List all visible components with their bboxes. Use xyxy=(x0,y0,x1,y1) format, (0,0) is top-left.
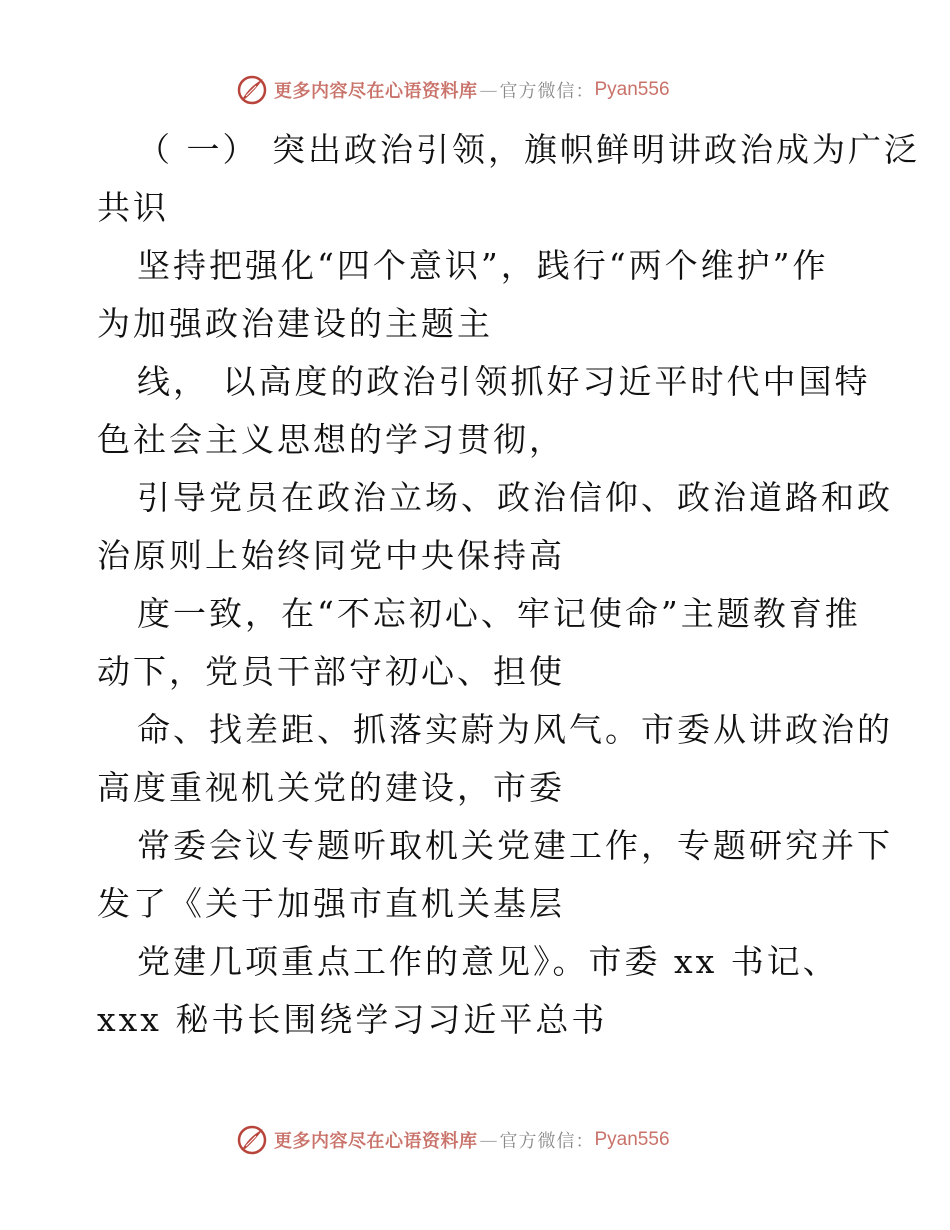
watermark-wechat-id: Pyan556 xyxy=(594,1129,670,1150)
body-line-10: 动下，党员干部守初心、担使 xyxy=(97,652,565,691)
body-line-8: 治原则上始终同党中央保持高 xyxy=(97,536,565,575)
body-line-15: 党建几项重点工作的意见》。市委 xx 书记、 xyxy=(137,942,839,981)
watermark-wechat-label: 官方微信： xyxy=(499,81,595,102)
body-line-12: 高度重视机关党的建设，市委 xyxy=(97,768,565,807)
body-line-6: 色社会主义思想的学习贯彻， xyxy=(97,420,565,459)
quill-logo-icon xyxy=(236,74,268,106)
watermark-wechat-id: Pyan556 xyxy=(594,79,670,100)
body-line-16: xxx 秘书长围绕学习习近平总书 xyxy=(97,1000,608,1039)
body-line-13: 常委会议专题听取机关党建工作，专题研究并下 xyxy=(137,826,893,865)
body-line-9: 度一致，在“不忘初心、牢记使命”主题教育推 xyxy=(137,594,861,633)
body-line-1: （ 一） 突出政治引领，旗帜鲜明讲政治成为广泛 xyxy=(137,130,920,169)
watermark-wechat-label: 官方微信： xyxy=(499,1131,595,1152)
body-line-11: 命、找差距、抓落实蔚为风气。市委从讲政治的 xyxy=(137,710,893,749)
header-watermark xyxy=(236,73,670,107)
watermark-brand: 更多内容尽在心语资料库 xyxy=(274,1131,478,1152)
body-line-7: 引导党员在政治立场、政治信仰、政治道路和政 xyxy=(137,478,893,517)
watermark-dash: — xyxy=(479,1129,498,1151)
body-line-2: 共识 xyxy=(97,188,169,227)
body-line-3: 坚持把强化“四个意识”，践行“两个维护”作 xyxy=(137,246,829,285)
watermark-dash: — xyxy=(479,79,498,101)
quill-logo-icon xyxy=(236,1124,268,1156)
body-line-5: 线， 以高度的政治引领抓好习近平时代中国特 xyxy=(137,362,871,401)
footer-watermark xyxy=(236,1123,670,1157)
body-line-14: 发了《关于加强市直机关基层 xyxy=(97,884,565,923)
body-line-4: 为加强政治建设的主题主 xyxy=(97,304,493,343)
watermark-brand: 更多内容尽在心语资料库 xyxy=(274,81,478,102)
